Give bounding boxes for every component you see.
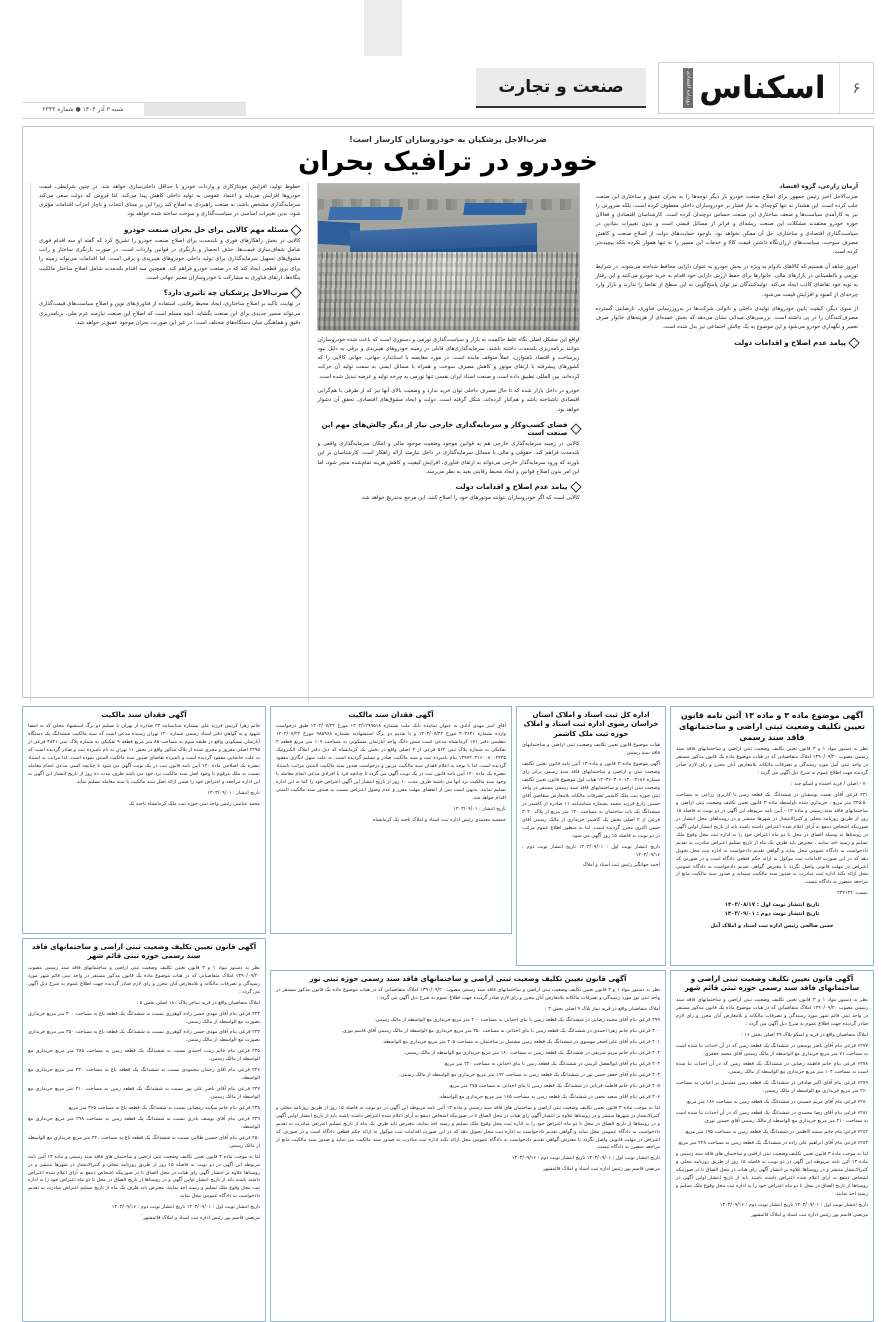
ad-paragraph: تاریخ انتشار : ۱۴۰۳/۰۹/۰۱	[453, 805, 506, 812]
article-column-middle	[308, 183, 587, 703]
article-subheading	[39, 289, 300, 297]
photo-blue-roof-right	[463, 203, 527, 215]
article-paragraph: ضرب‌الاجل اخیر رئیس جمهور برای اصلاح صنعت خودرو بار دیگر توجه‌ها را به بحران عمیق و ساختاری این صنعت جلب کرده است. این هشدار نه تنها کوچه‌ای به نیاز فشار بر خودروسازان داخلی معطوف کرده است، بلکه ضرورتی را نیز به کارآمدی سیاست‌ها و ضعف ساختاری این صنعت حساس دوچندان کرده است. کارشناسان اقتصادی و فعالان حوزه خودرو معتقدند مشکلات این صنعت ریشه‌ای و فراتر از مسائل قیمتی است و بدون تغییرات بنیادین در سیاست‌گذاری اقتصادی و ساختاری، حل آن ممکن نخواهد بود. باوجود حمایت‌های دولت از اصلاح صنعت و کاهش مصرف سوخت، سیاست‌های ارزان‌نگاه داشتن قیمت کالا و خدمات این مسیر را نه تنها هموار نکرده بلکه پیچیده‌تر کرده است.	[595, 193, 858, 256]
masthead-rule	[22, 118, 874, 119]
main-article	[22, 126, 874, 698]
ad-title: آگهی فقدان سند مالکیت	[101, 711, 187, 719]
article-column-left	[30, 183, 308, 703]
ad-paragraph: ۶۲۸۳ فرعی بنام آقای ابراهیم علی زاده در ششدانگ یک قطعه زمین به مساحت ۲۲۸ متر مربع.	[677, 1139, 868, 1146]
diamond-bullet-icon	[570, 423, 581, 434]
article-paragraph: امروز شاهد آن هستیم که کالاهای بادوام به ویژه در بخش خودرو به عنوان دارایی محافظ شناخته می‌شوند. در شرایط تورمی و نااطمینانی در بازارهای مالی، خانوارها برای حفظ ارزش دارایی خود اقدام به خرید خودرو می‌کنند و این رفتار به نوبه خود تقاضای کاذب ایجاد می‌کند. تولیدکنندگان نیز توان پاسخ‌گویی به این سطح از تقاضا را ندارند و بازار وارد چرخه‌ای از کمبود و افزایش قیمت می‌شود.	[595, 263, 858, 298]
ad-paragraph: ۴۰۳ فرعی بنام آقای ابوالفضل کریمی در ششدانگ یک قطعه زمین با بنای احداثی به مساحت ۲۲۰ متر مربع.	[443, 1061, 660, 1067]
ad-title: آگهی قانون تعیین تکلیف وضعیت ثبتی اراضی و ساختمانهای فاقد سند رسمی حوزه ثبتی نور	[309, 975, 627, 983]
article-paragraph: کالایی در بخش راهکارهای فوری و بلندمدت برای اصلاح صنعت خودرو را تشریح کرد که گفته او سه اقدام فوری شامل شفاف‌سازی قیمت‌ها، حذف انحصار و بازنگری در قوانین واردات است. در صورت بازنگری ساختار و رانت مشوق‌های تسهیل سرمایه‌گذاری برای تولید داخلی خودروهای هیبریدی و برقی است. اما اقدامات می‌تواند زمینه را برای بروز قطعی ایجاد کند که در صنعت خودرو فراهم کند. همچنین سه اقدام بلندمدت شامل اصلاح ساختار مالکیت بنگاه‌ها، ارتقای فناوری به مشارکت با خودروسازان معتبر جهانی است.	[38, 237, 301, 281]
diamond-bullet-icon	[848, 337, 859, 348]
ad-paragraph: مرتضی قاسم پور رئیس اداره ثبت اسناد و املاک قائمشهر	[751, 1212, 868, 1219]
article-byline: آرمان زارعی، گروه اقتصاد	[779, 182, 858, 190]
ad-paragraph: ۲۴۹ فرعی بنام آقای یوسف نادری نسبت به ششدانگ یک قطعه زمین به مساحت ۲۹۸ متر مربع خریداری مع الواسطه.	[28, 1115, 261, 1130]
ad-paragraph: نظر به دستور مواد ۱ و ۳ قانون تعیین تکلیف وضعیت ثبتی اراضی و ساختمانهای فاقد سند رسمی مصوب ۱۳۹۰/۰۹/۲۰ املاک متقاضیانی که در هیات موضوع ماده یک قانون مذکور مستقر در واحد ثبتی قائم شهر مورد رسیدگی و تصرفات مالکانه و بلامعارض آنان محرز و رای لازم صادر گردیده جهت اطلاع عموم به شرح ذیل آگهی می گردد :	[28, 964, 260, 995]
article-paragraph: خطوط تولید، افزایش مونتاژکاری و واردات خودرو با حداقل داخلی‌سازی خواهد شد. در چنین شرایطی، قیمت خودروها افزایش می‌یابد و اعتماد عمومی به تولید داخلی کاهش پیدا می‌کند. لذا فروش که دولت سعی می‌کند سرمایه‌گذاری مشخص باشد، به صنعت راهبردی به اصلاح کند زیرا این بر مبنای انتخاب و ناچار احزاب اقدامات مؤثری شود، بدین تغییرات اساسی در سیاست‌گذاری و سوخت ساخته شده خواهد بود.	[38, 183, 301, 218]
classified-ad	[270, 970, 666, 1322]
ad-paragraph: هیات موضوع قانون تعیین تکلیف وضعیت ثبتی اراضی و ساختمانهای فاقد سند رسمی	[522, 742, 660, 757]
ad-paragraph: تاریخ انتشار : ۱۴۰۳/۰۹/۰۱	[207, 789, 260, 796]
classified-ad	[516, 706, 666, 966]
ad-paragraph: آقای امیر مهدی آبادی به عنوان نماینده بانک ملت بشماره ۱۴۰۳/۱۲۹۹۵۱۸ مورخ ۱۴۰۳/۰۷/۲۲ طبق درخواست وارده بشماره ۳۰۳۶۲۱ مورخ ۱۴۰۳/۰۷/۲۲ و با تقدیم دو برگ استشهادیه بشماره ۹۸۵۹۶۸ مورخ ۱۴۰۳/۰۷/۲۲ تنظیمی دفتر ۱۷۱ کرمانشاه مدعی است شش دانگ واحد آپارتمان مسکونی به مساحت ۱۰۷ متر مربع قطعه ۴ تفکیکی به شماره پلاک ثبتی ۵۶۲ فرعی از ۳ اصلی واقع در بخش یک کرمانشاه که ذیل دفتر املاک الکترونیک ۱۳۹۷۲۰۳۱۶۰۰۸۰۰۲۳۴۵ بنام نامبرده ثبت و سند مالکیت صادر و تسلیم گردیده است. به علت سهل انگاری مفقود گردیده است. لذا با توجه به اعلام فقدان سند مالکیت مزبور و درخواست صدور سند مالکیت المثنی مراتب باستناد تبصره یک ماده ۱۲۰ آیین نامه قانون ثبت در یک نوبت آگهی می گردد تا چنانچه فرد یا افرادی مدعی انجام معامله یا وجود سند مالکیت نزد آنها می باشند ظرف مدت ۱۰ روز از تاریخ انتشار این آگهی اعتراض خود را کتبا به این اداره تسلیم نمایند. بدیهی است پس از انقضای مهلت مقرر و عدم وصول اعتراض نسبت به صدور سند مالکیت المثنی اقدام خواهد شد.	[276, 723, 507, 801]
ad-paragraph: املاک متقاضیان واقع در قریه و اسکو پلاک ۳۹ اصلی بخش ۱۶ :	[741, 1031, 868, 1038]
ad-paragraph: محمد عباسی رئیس واحد ثبتی حوزه ثبت ملک کرمانشاه ناحیه یک	[128, 800, 260, 807]
issue-date: شنبه ۳ آذر ۱۴۰۳ ● شماره ۲۳۴۴	[42, 106, 124, 113]
ad-paragraph: ۳۹۹ فرعی بنام آقای محمد رضایی در ششدانگ یک قطعه زمین با بنای احداثی به مساحت ۲۰۰ متر مربع خریداری مع الواسطه از مالک رسمی.	[374, 1017, 660, 1024]
ad-paragraph: ۶۲۸۰ فرعی بنام آقای مریم حسینی در ششدانگ یک قطعه زمین به مساحت ۱۸۶ متر مربع.	[685, 1099, 868, 1106]
article-photo	[317, 183, 579, 331]
ad-publication-dates	[676, 901, 868, 919]
ad-paragraph: نیست. ۲۴۲۱۴۴	[837, 890, 868, 897]
article-subheading-label: مسئله مهم کالایی برای حل بحران صنعت خودرو	[124, 225, 289, 234]
page-content	[22, 47, 874, 1270]
section-header	[476, 68, 646, 108]
article-headline: خودرو در ترافیک بحران	[298, 147, 598, 177]
ad-paragraph: لذا به موجب ماده ۳ قانون تعیین تکلیف وضعیت ثبتی اراضی و ساختمان های فاقد سند رسمی و ماده ۱۳ آئین نامه مربوطه این آگهی در دو نوبت به فاصله ۱۵ روز از طریق روزنامه محلی و کثیرالانتشار در شهرها منتشر و در روستاها علاوه بر انتشار آگهی رای هیات در محل الصاق تا در صورتیکه اشخاص ذینفع به آرای اعلام شده اعتراض داشته باشند باید از تاریخ انتشار اولین آگهی و در روستاها از تاریخ الصاق در محل تا دو ماه اعتراض خود را به اداره ثبت محل وقوع ملک تسلیم و رسید اخذ نمایند. معترض باید ظرف یک ماه از تاریخ تسلیم اعتراض مبادرت به تقدیم دادخواست به دادگاه عمومی محل نماید و گواهی تقدیم دادخواست به اداره ثبت محل تحویل دهد که در این صورت اقدامات ثبت موکول به ارائه حکم قطعی دادگاه است و در صورتی که اعتراض در مهلت قانونی واصل نگردد یا معترض گواهی تقدیم دادخواست به دادگاه عمومی محل ارائه نکند اداره ثبت مبادرت به صدور سند مالکیت می نماید و صدور سند مالکیت مانع از مراجعه متضرر به دادگاه نیست.	[276, 1104, 660, 1151]
ad-title: اداره کل ثبت اسناد و املاک استان خراسان رضوی اداره ثبت اسناد و املاک حوزه ثبت ملک کاشمر	[523, 711, 659, 738]
article-photo-wrap	[317, 183, 579, 331]
masthead-logo-box	[658, 47, 874, 114]
ad-paragraph: ۲۵۰ فرعی بنام آقای حسین طالبی نسبت به ششدانگ یک قطعه باغ به مساحت ۴۴۰ متر مربع خریداری مع الواسطه از مالک رسمی.	[28, 1134, 260, 1149]
classified-ad	[270, 706, 512, 934]
publication-logo	[659, 47, 839, 108]
date-strip	[22, 102, 246, 116]
classified-ad	[22, 706, 266, 934]
article-subheading	[317, 421, 579, 437]
ad-paragraph: جمشید معتمدی رئیس اداره ثبت اسناد و املاک ناحیه یک کرمانشاه	[372, 816, 506, 823]
masthead	[22, 47, 874, 114]
ad-publication-date: تاریخ انتشار نوبت اول : ۱۴۰۳/۰۸/۱۷	[724, 902, 820, 909]
photo-blue-roof-left	[328, 207, 403, 220]
article-kicker: ضرب‌الاجل پزشکیان به خودروسازان کارساز است!	[349, 135, 547, 144]
ad-paragraph: لذا به موجب ماده ۳ قانون تعیین تکلیف وضعیت ثبتی اراضی و ساختمان های فاقد سند رسمی و ماده ۱۳ آئین نامه مربوطه این آگهی در دو نوبت به فاصله ۱۵ روز از طریق روزنامه محلی و کثیرالانتشار منتشر و در روستاها علاوه بر انتشار آگهی رای هیات در محل الصاق تا در صورتیکه اشخاص ذینفع به آرای اعلام شده اعتراض داشته باشند باید از تاریخ انتشار اولین آگهی در روستاها از تاریخ الصاق در محل تا دو ماه اعتراض خود را به اداره ثبت محل وقوع ملک تسلیم و رسید اخذ نمایند.	[676, 1150, 868, 1197]
ad-paragraph: املاک متقاضیان واقع در قریه تمار پلاک ۹ اصلی بخش ۳ :	[545, 1006, 660, 1013]
ad-paragraph: ۲۴۶ فرعی بنام آقای رحمان محمودی نسبت به ششدانگ یک قطعه باغ به مساحت ۴۲۰ متر مربع خریداری مع الواسطه.	[28, 1067, 261, 1082]
ad-title: آگهی فقدان سند مالکیت	[348, 711, 434, 719]
photo-car-parking-lot	[318, 252, 578, 329]
article-paragraph: در نهایت، تأکید بر اصلاح ساختاری، ایجاد محیط رقابتی، استفاده از فناوری‌های نوین و اصلاح سیاست‌های قیمت‌گذاری می‌تواند مسیر جدیدی برای این صنعت بگشاید. آنچه مسلم است که اصلاح این صنعت نیازمند عزم ملی، برنامه‌ریزی دقیق و هماهنگی میان دستگاه‌های مختلف است؛ در غیر این صورت، بحران موجود عمیق‌تر خواهد شد.	[38, 301, 301, 326]
section-title: صنعت و تجارت	[498, 77, 624, 97]
ad-paragraph: ۶۲۸۱ فرعی بنام آقای رضا محمدی در ششدانگ یک قطعه زمین که در آن احداث بنا شده است به مساحت ۲۱۰ متر مربع خریداری مع الواسطه از مالک رسمی آقای حسین نوری.	[676, 1110, 868, 1125]
ad-paragraph: ۶۲۸۲ فرعی بنام خانم سمیه کاظمی در ششدانگ یک قطعه زمین به مساحت ۱۹۵ متر مربع.	[684, 1129, 868, 1135]
page-number: ۶	[839, 63, 873, 113]
ad-paragraph: ۲۴۱ فرعی آقای نعمت یوسفیان در ششدانگ یک قطعه زمین با کاربری زراعی به مساحت ۲۴۵.۵۰ متر مربع ، خریداری شده باواسطه ماده ۳ قانون تعیین تکلیف وضعیت ثبتی اراضی و ساختمانهای فاقد سند رسمی و ماده ۱۳ - آیین نامه مربوطه این آگهی در دو نوبت به فاصله ۱۵ روز از طریق روزنامه محلی و کثیرالانتشار در شهرها منتشر و در روستاهای محل انتشار در صورتیکه اشخاص ذینفع به آرای اعلام شده اعتراض داشته باشند باید از تاریخ انتشار اولین آگهی در روستاها به وسیله الصاق در محل تا دو ماه اعتراض خود را به اداره ثبت محل وقوع ملک تسلیم و رسید اخذ نمایند . معترض باید ظرف یک ماه از تاریخ تسلیم اعتراض مبادرت به تقدیم دادخواست به دادگاه عمومی محل نماید و گواهی تقدیم دادخواست به اداره ثبت محل تحویل دهد که در این صورت اقدامات ثبت موکول به ارائه حکم قطعی دادگاه است و در صورتی که اعتراض در مهلت قانونی واصل نگردد یا معترض گواهی تقدیم دادخواست به دادگاه عمومی محل ارائه نکند اداره ثبت مبادرت به صدور سند مالکیت مینماید و صدور سند مالکیت مانع از مراجعه متضرر به دادگاه نیست.	[676, 792, 868, 886]
ad-signature: حسن صالحی رئیس اداره ثبت اسناد و املاک آمل	[710, 922, 834, 929]
ad-paragraph: آگهی موضوع ماده ۳ قانون و ماده ۱۳ آئین نامه قانون تعیین تکلیف وضعیت ثبتی و اراضی و ساختمانهای فاقد سند رسمی برابر رای شماره ۱۴۰۳۶۰۳۰۶۰۱۲۰۰۲۱۸۶ هیات اول موضوع قانون تعیین تکلیف وضعیت ثبتی اراضی و ساختمانهای فاقد سند رسمی مستقر در واحد ثبتی حوزه ثبت ملک کاشمر تصرفات مالکانه بلامعارض متقاضی آقای حسین زارع فرزند محمد بشماره شناسنامه ۱۱ صادره از کاشمر در ششدانگ یک باب ساختمان به مساحت ۱۲۰ متر مربع از پلاک ۳۰۲۰ فرعی از ۲ اصلی بخش یک کاشمر خریداری از مالک رسمی آقای حسن اکبری محرز گردیده است. لذا به منظور اطلاع عموم مراتب در دو نوبت به فاصله ۱۵ روز آگهی می شود.	[522, 761, 660, 839]
ad-paragraph: ۴۰۵ فرعی بنام خانم فاطمه قربانی در ششدانگ یک قطعه زمین با بنای احداثی به مساحت ۲۷۵ متر مربع.	[448, 1082, 660, 1089]
ad-paragraph: مرتضی قاسم پور رئیس اداره ثبت اسناد و املاک قائمشهر	[543, 1166, 660, 1173]
ad-paragraph: نظر به دستور مواد ۱ و ۳ قانون تعیین تکلیف وضعیت ثبتی اراضی و ساختمانهای فاقد سند رسمی مصوب ۱۳۹۰/۰۹/۲۰ املاک متقاضیانی که در هیات موضوع ماده یک قانون مذکور مستقر در واحد ثبتی آمل مورد رسیدگی و تصرفات مالکانه بلامعارض آنان محرز و رای لازم صادر گردیده جهت اطلاع عموم به شرح ذیل آگهی می گردد :	[676, 746, 868, 777]
ad-paragraph: نظر به دستور مواد ۱ و ۳ قانون تعیین تکلیف وضعیت ثبتی اراضی و ساختمانهای فاقد سند رسمی مصوب ۱۳۹۰/۰۹/۲۰ املاک متقاضیانی که در هیات موضوع ماده یک قانون مذکور مستقر در واحد ثبتی نور مورد رسیدگی و تصرفات مالکانه بلامعارض آنان محرز و رای لازم صادر گردیده جهت اطلاع عموم به شرح ذیل آگهی می گردد :	[276, 987, 660, 1002]
ad-paragraph: ۶۲۷۹ فرعی بنام آقای اکبر صادقی در ششدانگ یک قطعه زمین مشتمل بر اعیانی به مساحت ۲۶۰ متر مربع خریداری مع الواسطه از مالک رسمی.	[676, 1080, 868, 1095]
ad-paragraph: ۲۴۵ فرعی بنام خانم زینب احمدی نسبت به ششدانگ یک قطعه زمین به مساحت ۲۸۵ متر مربع خریداری مع الواسطه از مالک رسمی.	[28, 1048, 260, 1063]
article-columns	[30, 183, 866, 703]
ad-paragraph: تاریخ انتشار نوبت اول : ۱۴۰۳/۰۹/۰۱ تاریخ انتشار نوبت دوم : ۱۴۰۳/۰۹/۱۶	[511, 1155, 660, 1162]
publication-name: اسکناس	[699, 69, 826, 106]
ad-paragraph: نظر به دستور مواد ۱ و ۳ قانون تعیین تکلیف وضعیت ثبتی اراضی و ساختمانهای فاقد سند رسمی مصوب ۱۳۹۰/۰۹/۲۰ املاک متقاضیانی که در هیات موضوع ماده یک قانون مذکور مستقر در واحد ثبتی قائم شهر مورد رسیدگی و تصرفات مالکانه و بلامعارض آنان محرز و رای لازم صادر گردیده جهت اطلاع عموم به شرح ذیل آگهی می گردد :	[676, 996, 868, 1027]
classified-ads-section	[22, 706, 874, 1264]
ad-paragraph: مرتضی قاسم پور رئیس اداره ثبت اسناد و املاک قائمشهر	[143, 1215, 260, 1222]
ad-paragraph: لذا به موجب ماده ۳ قانون تعیین تکلیف وضعیت ثبتی اراضی و ساختمان های فاقد سند رسمی و ماده ۱۳ آئین نامه مربوطه این آگهی در دو نوبت به فاصله ۱۵ روز از طریق روزنامه محلی و کثیرالانتشار در شهرها منتشر و در روستاها علاوه بر انتشار آگهی رای هیات در محل الصاق تا در صورتیکه اشخاص ذینفع به آرای اعلام شده اعتراض داشته باشند باید از تاریخ انتشار اولین آگهی و در روستاها از تاریخ الصاق در محل تا دو ماه اعتراض خود را به اداره ثبت محل وقوع ملک تسلیم و رسید اخذ نمایند. معترض باید ظرف یک ماه از تاریخ تسلیم اعتراض مبادرت به تقدیم دادخواست به دادگاه عمومی محل نماید.	[28, 1153, 261, 1200]
article-subheading-label: فضای کسب‌وکار و سرمایه‌گذاری خارجی نیاز از دیگر چالش‌های مهم این صنعت است	[321, 420, 568, 437]
page-top-margin	[0, 0, 896, 62]
date-strip-block	[144, 103, 246, 116]
publication-tagline: روزنامه اقتصادی صبح ایران	[683, 68, 694, 108]
ad-title: آگهی قانون تعیین تکلیف وضعیت ثبتی اراضی و ساختمانهای فاقد سند رسمی حوزه ثبتی قائم شهر	[31, 943, 257, 961]
ad-paragraph: ۴۰۲ فرعی بنام خانم مریم شریفی در ششدانگ یک قطعه زمین به مساحت ۱۸۰ متر مربع خریداری مع الواسطه از مالک رسمی.	[403, 1050, 660, 1057]
ad-paragraph: املاک متقاضیان واقع در قریه تماجر پلاک ۱۸۰ اصلی بخش ۵ :	[136, 999, 260, 1006]
ad-paragraph: ۴۰۴ فرعی بنام آقای جعفر حسن پور در ششدانگ یک قطعه زمین به مساحت ۱۹۲ متر مربع خریداری مع الواسطه از مالک رسمی.	[398, 1071, 660, 1078]
classified-ad	[670, 706, 874, 966]
diamond-bullet-icon	[291, 288, 302, 299]
ad-paragraph: احمد جهانگیر رئیس ثبت اسناد و املاک	[582, 862, 660, 869]
ad-paragraph: تاریخ انتشار نوبت اول : ۱۴۰۳/۰۹/۰۱ تاریخ انتشار نوبت دوم : ۱۴۰۳/۰۹/۱۶	[522, 843, 661, 858]
ad-paragraph: ۷۰ - اصلی / قریه احمده و اسکو چند :	[791, 781, 868, 788]
crop-mark-bar	[364, 0, 402, 56]
ad-paragraph: ۴۰۶ فرعی بنام آقای سعید نجفی در ششدانگ یک قطعه زمین به مساحت ۱۶۵ متر مربع خریداری مع الواسطه.	[438, 1093, 660, 1100]
ad-paragraph: ۴۰۰ فرعی بنام خانم زهرا احمدی در ششدانگ یک قطعه زمین با بنای احداثی به مساحت ۲۵۰ متر مربع خریداری مع الواسطه از مالک رسمی آقای قاسم نوری.	[341, 1028, 660, 1035]
classified-ad	[22, 938, 266, 1322]
diamond-bullet-icon	[570, 481, 581, 492]
ad-paragraph: ۲۴۸ فرعی بنام خانم سکینه رمضانی نسبت به ششدانگ یک قطعه باغ به مساحت ۳۶۵ متر مربع.	[67, 1104, 260, 1111]
article-paragraph: خودرو در داخل بازار شده که تا حال مصرف داخلی توان خرید ندارد و وضعیت بالای آنها نیز که از طرفی با هم‌گرایی اقتصادی ناشناخته باشد و هم‌کنار کرده‌اند، شکل گرفته است. دولت و ایجاد مشوق‌های اقتصادی، تحقق آن دشوار خواهد بود.	[317, 388, 580, 413]
ad-title: آگهی موضوع ماده ۳ و ماده ۱۳ آئین نامه قانون تعیین تکلیف وضعیت ثبتی اراضی و ساختمانهای فاقد سند رسمی	[678, 711, 866, 742]
ad-paragraph: ۲۴۷ فرعی بنام آقای ناصر علی پور نسبت به ششدانگ یک قطعه زمین به مساحت ۳۱۰ متر مربع خریداری مع الواسطه از مالک رسمی.	[28, 1086, 260, 1100]
ad-paragraph: ۴۰۱ فرعی بنام آقای علی اصغر موسوی در ششدانگ یک قطعه زمین مشتمل بر ساختمان به مساحت ۳۰۵ متر مربع خریداری مع الواسطه.	[382, 1039, 660, 1046]
ad-paragraph: ۲۴۴ فرعی بنام آقای مهدی حسن زاده کوهزری نسبت به ششدانگ یک قطعه باغ به مساحت ۳۵۰ متر مربع خریداری بصورت مع الواسطه از مالک رسمی.	[28, 1029, 260, 1044]
article-subheading	[39, 226, 300, 234]
ad-paragraph: خانم زهرا کریمی فرزند علی بشماره شناسنامه ۲۴ صادره از تهران با تسلیم دو برگ استشهاد محلی که به امضا شهود و به گواهی دفتر اسناد رسمی شماره ۱۲۰ تهران رسیده مدعی است که سند مالکیت ششدانگ یک دستگاه آپارتمان مسکونی واقع در طبقه سوم به مساحت ۸۵ متر مربع قطعه ۹ تفکیکی به شماره پلاک ثبتی ۴۸۲۱ فرعی از ۲۳۹۵ اصلی مفروز و مجزی شده از پلاک مذکور واقع در بخش ۱۱ تهران به نام نامبرده ثبت و صادر گردیده است که به علت جابجایی مفقود گردیده است و نامبرده تقاضای صدور سند مالکیت المثنی نموده است. لذا مراتب به استناد تبصره یک اصلاحی ماده ۱۲۰ آیین نامه قانون ثبت در یک نوبت آگهی می شود تا چنانچه کسی مدعی انجام معامله نسبت به ملک مرقوم یا وجود اصل سند مالکیت نزد خود می باشد ظرف مدت ده روز از تاریخ انتشار این آگهی به این اداره مراجعه و اعتراض خود را ضمن ارائه اصل سند مالکیت یا سند معامله تسلیم نماید.	[28, 723, 261, 785]
ad-title: آگهی قانون تعیین تکلیف وضعیت ثبتی اراضی و ساختمانهای فاقد سند رسمی حوزه ثبتی قائم شهر	[684, 975, 860, 993]
article-column-right	[588, 183, 866, 703]
ad-paragraph: تاریخ انتشار نوبت اول : ۱۴۰۳/۰۹/۰۱ تاریخ انتشار نوبت دوم : ۱۴۰۳/۰۹/۱۶	[111, 1204, 260, 1211]
ad-paragraph: ۶۲۷۸ فرعی بنام خانم فاطمه رضایی در ششدانگ یک قطعه زمین که در آن احداث بنا شده است به مساحت ۱۰۴ متر مربع خریداری مع الواسطه از مالک رسمی.	[676, 1061, 868, 1076]
article-subheading	[596, 339, 858, 347]
article-paragraph: کالایی در زمینه سرمایه‌گذاری خارجی هم به قوانین موجود وضعیت موجود مالی و امکان سرمایه‌گذاری واقعی و بلندمدت فراهم کند. حقوقی و مالی با مسائل سرمایه‌گذاری در داخل نیازمند ارائه راهکار است. کارشناسان بر این باورند که ورود سرمایه‌گذار خارجی می‌تواند به ارتقای فناوری، افزایش کیفیت و کاهش هزینه تمام‌شده منجر شود، اما این امر بدون اصلاح قوانین و ایجاد محیط رقابتی بعید به نظر می‌رسد.	[317, 440, 580, 475]
ad-paragraph: ۲۴۳ فرعی بنام آقای مهدی حسن زاده کوهزری نسبت به ششدانگ یک قطعه باغ به مساحت ۴۰۰ متر مربع خریداری بصورت مع الواسطه از مالک رسمی.	[28, 1010, 260, 1025]
classified-ad	[670, 970, 874, 1322]
article-subheading	[317, 483, 579, 491]
article-paragraph: از سوی دیگر، کیفیت پایین خودروهای تولیدی داخلی و ناتوانی شرکت‌ها در به‌روزرسانی فناوری، نارضایتی گسترده مصرف‌کنندگان را در پی داشته است. بررسی‌های میدانی نشان می‌دهد که بخش عمده‌ای از هزینه‌های خانوار صرف تعمیر و نگهداری خودرو می‌شود و این موضوع به یک چالش اجتماعی نیز بدل شده است.	[595, 305, 858, 331]
article-subheading-label: پیامد عدم اصلاح و اقدامات دولت	[455, 483, 568, 492]
diamond-bullet-icon	[291, 224, 302, 235]
ad-paragraph: ۶۲۷۷ فرعی بنام آقای ناصر یوسفی در ششدانگ یک قطعه زمین که در آن احداث بنا شده است به مساحت ۷۱ متر مربع خریداری مع الواسطه از مالک رسمی آقای محمد جعفری.	[676, 1042, 868, 1057]
ad-publication-date: تاریخ انتشار نوبت دوم : ۱۴۰۳/۰۹/۰۱	[724, 911, 820, 918]
article-header	[30, 135, 866, 177]
ad-paragraph: تاریخ انتشار نوبت اول : ۱۴۰۳/۰۹/۰۱ تاریخ انتشار نوبت دوم : ۱۴۰۳/۰۹/۱۶	[719, 1201, 868, 1208]
article-subheading-label: ضرب‌الاجل پزشکیان چه تاثیری دارد؟	[163, 289, 289, 298]
article-subheading-label: پیامد عدم اصلاح و اقدامات دولت	[734, 338, 846, 347]
article-paragraph: کالایی است که اگر خودروسازان نتوانند موتورهای خود را اصلاح کنند، این مرجع به‌تدریج خواهد شد.	[360, 495, 580, 502]
article-paragraph: اواقع این مشکل اصلی نگاه غلط حاکمیت به بازار و سیاست‌گذاری تورمی و دستوری است که باعث شده خودروسازان نتوانند برنامه‌ریزی بلندمدت داشته باشند. سرمایه‌گذاری‌های قابلی در زمینه خودروهای هیبریدی و برقی به دلیل نبود زیرساخت و اقتصاد نامتوازن، عملاً متوقف مانده است. در مورد مقایسه با استاندارد جهانی، جهانی کالایی را که کشورهای پیشرفته با ارتقای موتور و کاهش مصرف سوخت و همراه با مسائل ایمنی به سمت تولید آن حرکت کرده‌اند، بین المللی تطبیق داده است و صنعت اسناد ایران نفسی تنها تورمی به چرخه تولید و عرضه تبدیل شده است.	[317, 336, 580, 380]
